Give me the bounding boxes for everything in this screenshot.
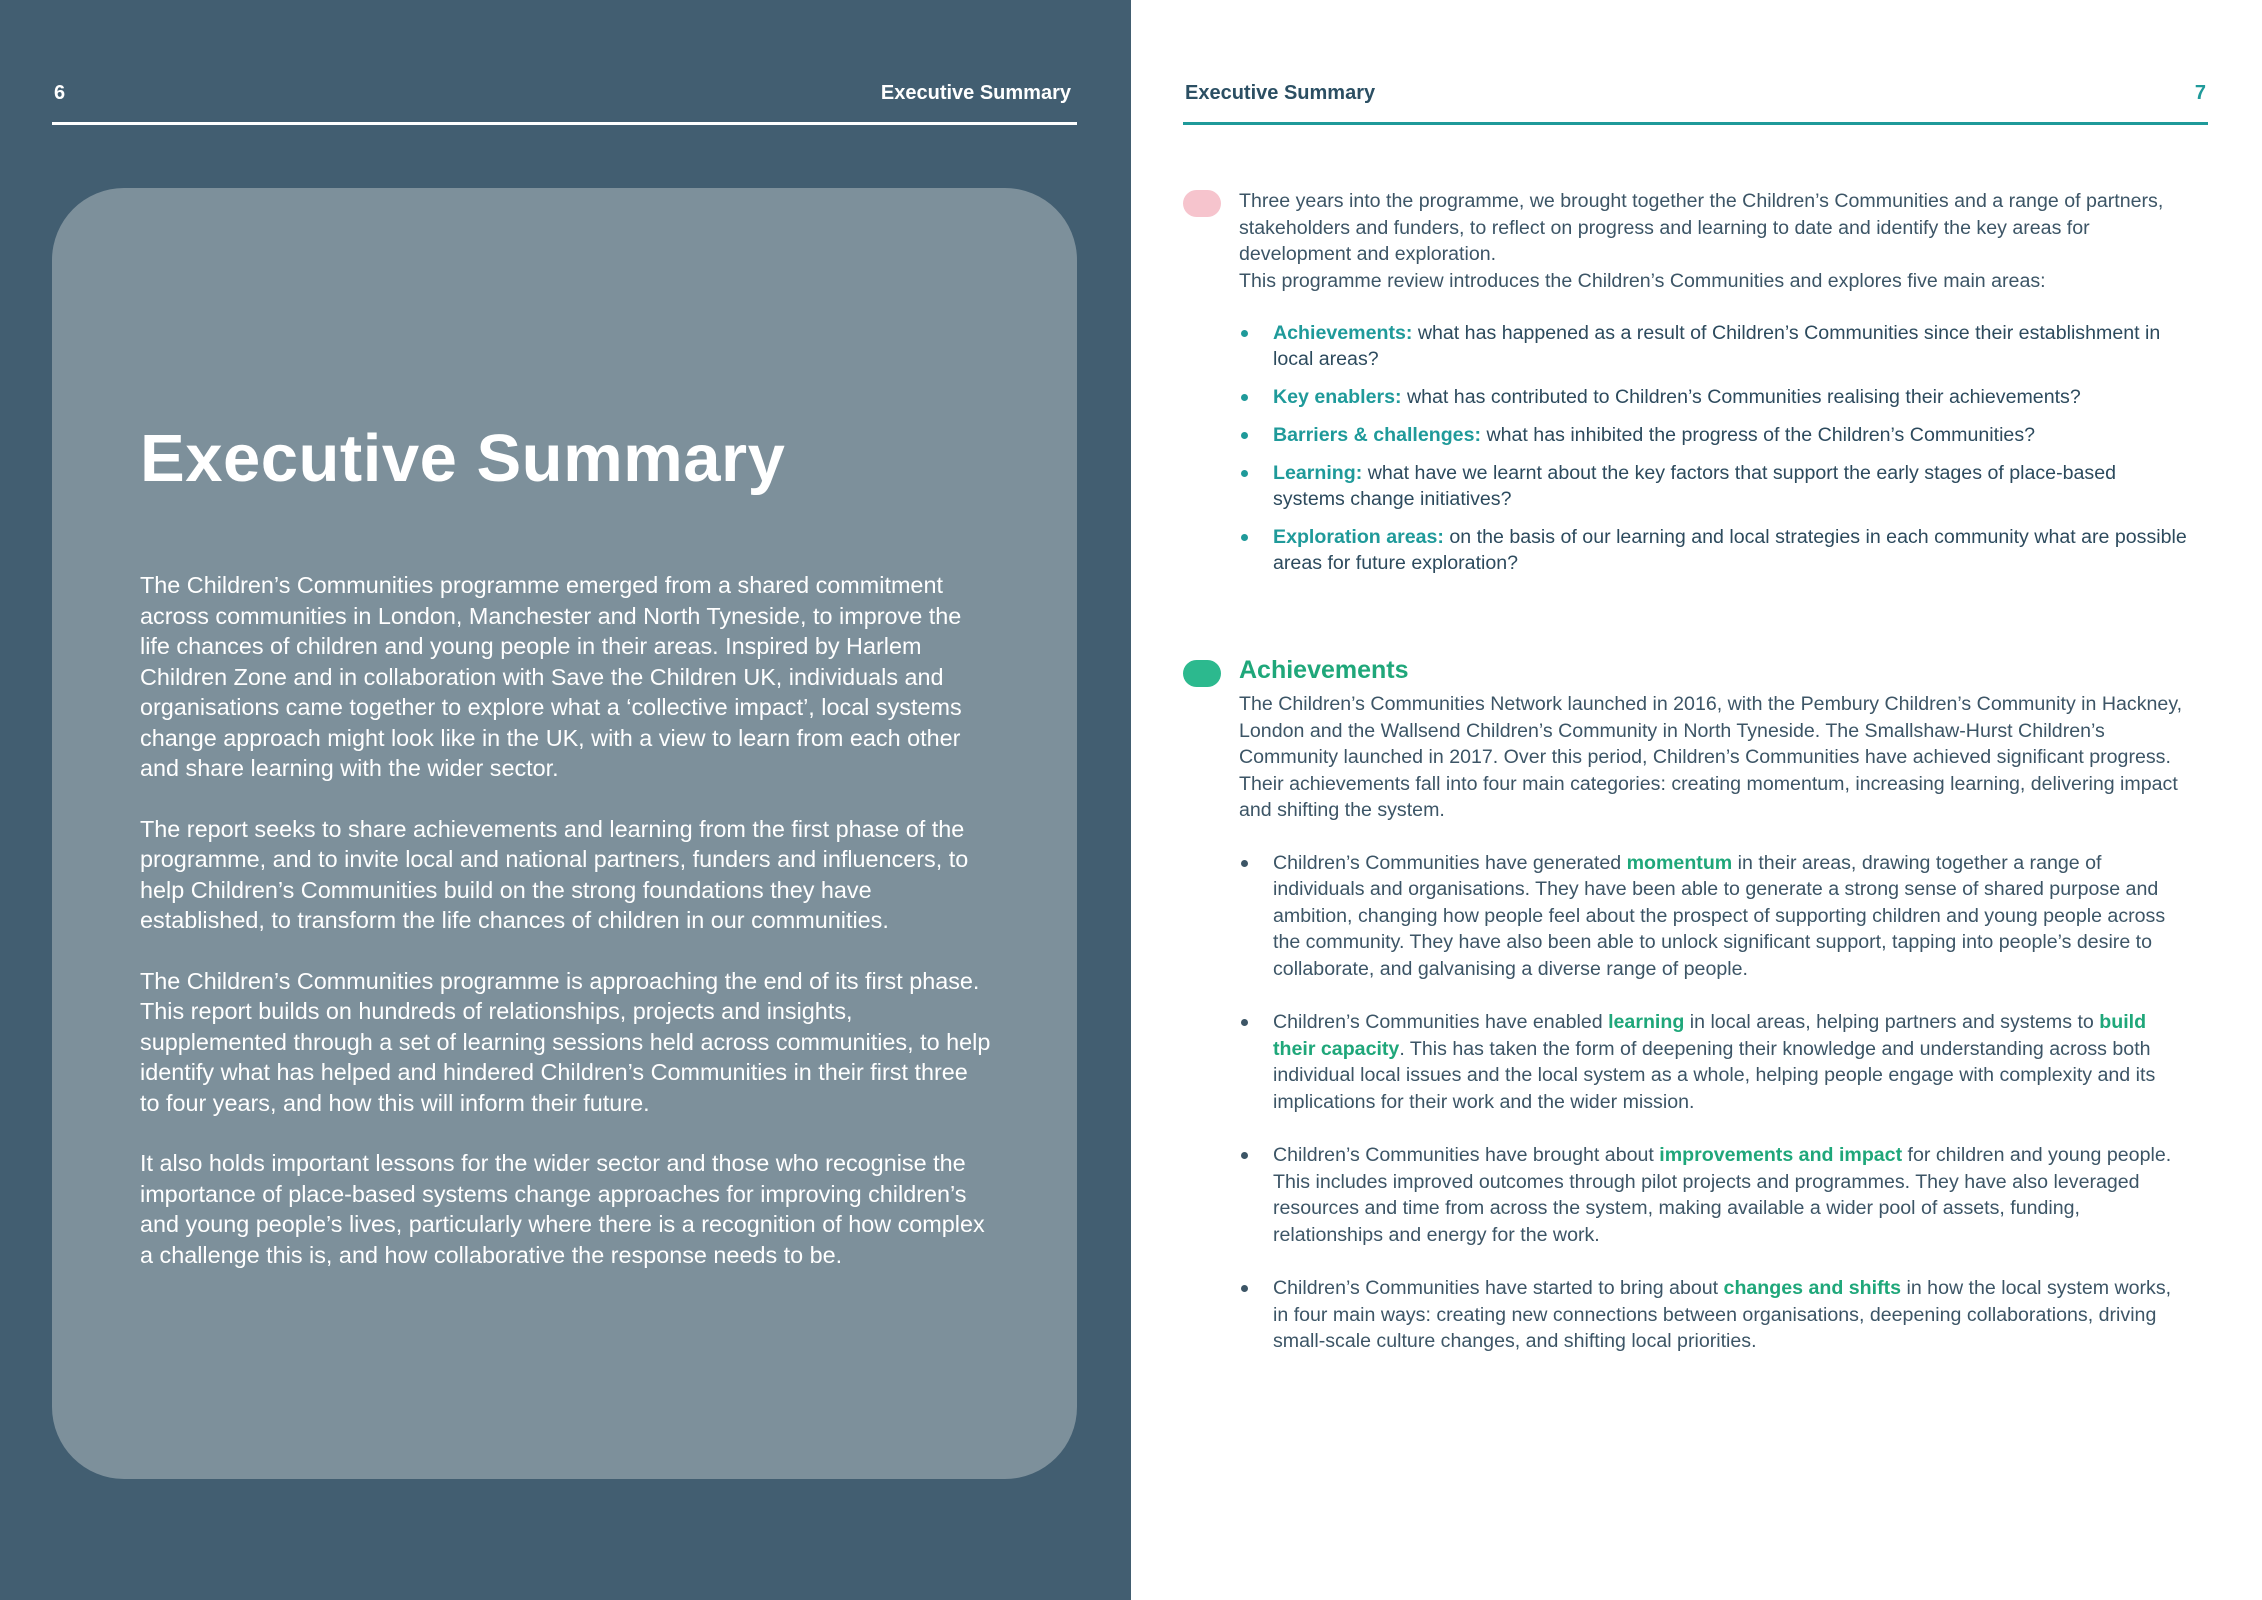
- right-page-number: 7: [2194, 82, 2206, 104]
- list-item: Learning: what have we learnt about the key factors that support the early stages of place-based systems change initiatives?: [1239, 460, 2187, 512]
- summary-paragraph-2: The report seeks to share achievements and learning from the first phase of the programme, and to invite local and national partners, funders and influencers, to help Children’s Communities build on the strong foundations they have established, to transform the life chances of children in our communities.: [140, 815, 969, 933]
- list-item: Achievements: what has happened as a result of Children’s Communities since their establishment in local areas?: [1239, 320, 2187, 372]
- achievements-list: [1239, 850, 2187, 1355]
- left-running-title: Executive Summary: [880, 82, 1071, 104]
- achievements-heading: Achievements: [1239, 656, 1409, 684]
- list-item: Exploration areas: on the basis of our learning and local strategies in each community what are possible areas for future exploration?: [1239, 524, 2187, 576]
- achievements-section: [1239, 656, 2187, 1382]
- pink-section-marker-icon: [1183, 190, 1221, 217]
- green-section-marker-icon: [1183, 660, 1221, 687]
- right-page-header: [1183, 82, 2208, 125]
- intro-lead-in: This programme review introduces the Children’s Communities and explores five main areas:: [1239, 269, 2046, 292]
- list-item: Key enablers: what has contributed to Children’s Communities realising their achievements?: [1239, 384, 2187, 410]
- intro-paragraph: Three years into the programme, we brought together the Children’s Communities and a range of partners, stakeholders and funders, to reflect on progress and learning to date and identify the key areas for development and exploration.: [1239, 190, 2164, 265]
- list-item: Children’s Communities have enabled learning in local areas, helping partners and systems to build their capacity. This has taken the form of deepening their knowledge and understanding across both individual local issues and the local system as a whole, helping people engage with complexity and its implications for their work and the wider mission.: [1239, 1009, 2187, 1115]
- list-item: Children’s Communities have brought about improvements and impact for children and young people. This includes improved outcomes through pilot projects and programmes. They have also leveraged resources and time from across the system, making available a wider pool of assets, funding, relationships and energy for the work.: [1239, 1142, 2187, 1248]
- list-item: Barriers & challenges: what has inhibited the progress of the Children’s Communities?: [1239, 422, 2187, 448]
- list-item: Children’s Communities have generated momentum in their areas, drawing together a range of individuals and organisations. They have been able to generate a strong sense of shared purpose and ambition, changing how people feel about the prospect of supporting children and young people across the community. They have also been able to unlock significant support, tapping into people’s desire to collaborate, and galvanising a diverse range of people.: [1239, 850, 2187, 983]
- left-page-header: [52, 82, 1077, 125]
- summary-paragraph-3: The Children’s Communities programme is approaching the end of its first phase. This report builds on hundreds of relationships, projects and insights, supplemented through a set of learning sessions held across communities, to help identify what has helped and hindered Children’s Communities in their first three to four years, and how this will inform their future.: [140, 967, 991, 1116]
- summary-paragraph-1: The Children’s Communities programme emerged from a shared commitment across communities in London, Manchester and North Tyneside, to improve the life chances of children and young people in their areas. Inspired by Harlem Children Zone and in collaboration with Save the Children UK, individuals and organisations came together to explore what a ‘collective impact’, local systems change approach might look like in the UK, with a view to learn from each other and share learning with the wider sector.: [140, 572, 962, 781]
- focus-areas-list: [1239, 320, 2187, 576]
- summary-card: [52, 188, 1077, 1479]
- left-page-number: 6: [54, 82, 66, 104]
- page-title: Executive Summary: [140, 421, 786, 496]
- achievements-lead: The Children’s Communities Network launched in 2016, with the Pembury Children’s Community in Hackney, London and the Wallsend Children’s Community in North Tyneside. The Smallshaw-Hurst Children’s Community launched in 2017. Over this period, Children’s Communities have achieved significant progress. Their achievements fall into four main categories: creating momentum, increasing learning, delivering impact and shifting the system.: [1239, 693, 2183, 821]
- list-item: Children’s Communities have started to bring about changes and shifts in how the local system works, in four main ways: creating new connections between organisations, deepening collaborations, driving small-scale culture changes, and shifting local priorities.: [1239, 1275, 2187, 1355]
- summary-paragraph-4: It also holds important lessons for the wider sector and those who recognise the importance of place-based systems change approaches for improving children’s and young people’s lives, particularly where there is a recognition of how complex a challenge this is, and how collaborative the response needs to be.: [140, 1150, 985, 1268]
- summary-body: [140, 570, 992, 1300]
- right-page: [1131, 0, 2262, 1600]
- intro-section: [1239, 188, 2187, 588]
- right-running-title: Executive Summary: [1185, 82, 1376, 104]
